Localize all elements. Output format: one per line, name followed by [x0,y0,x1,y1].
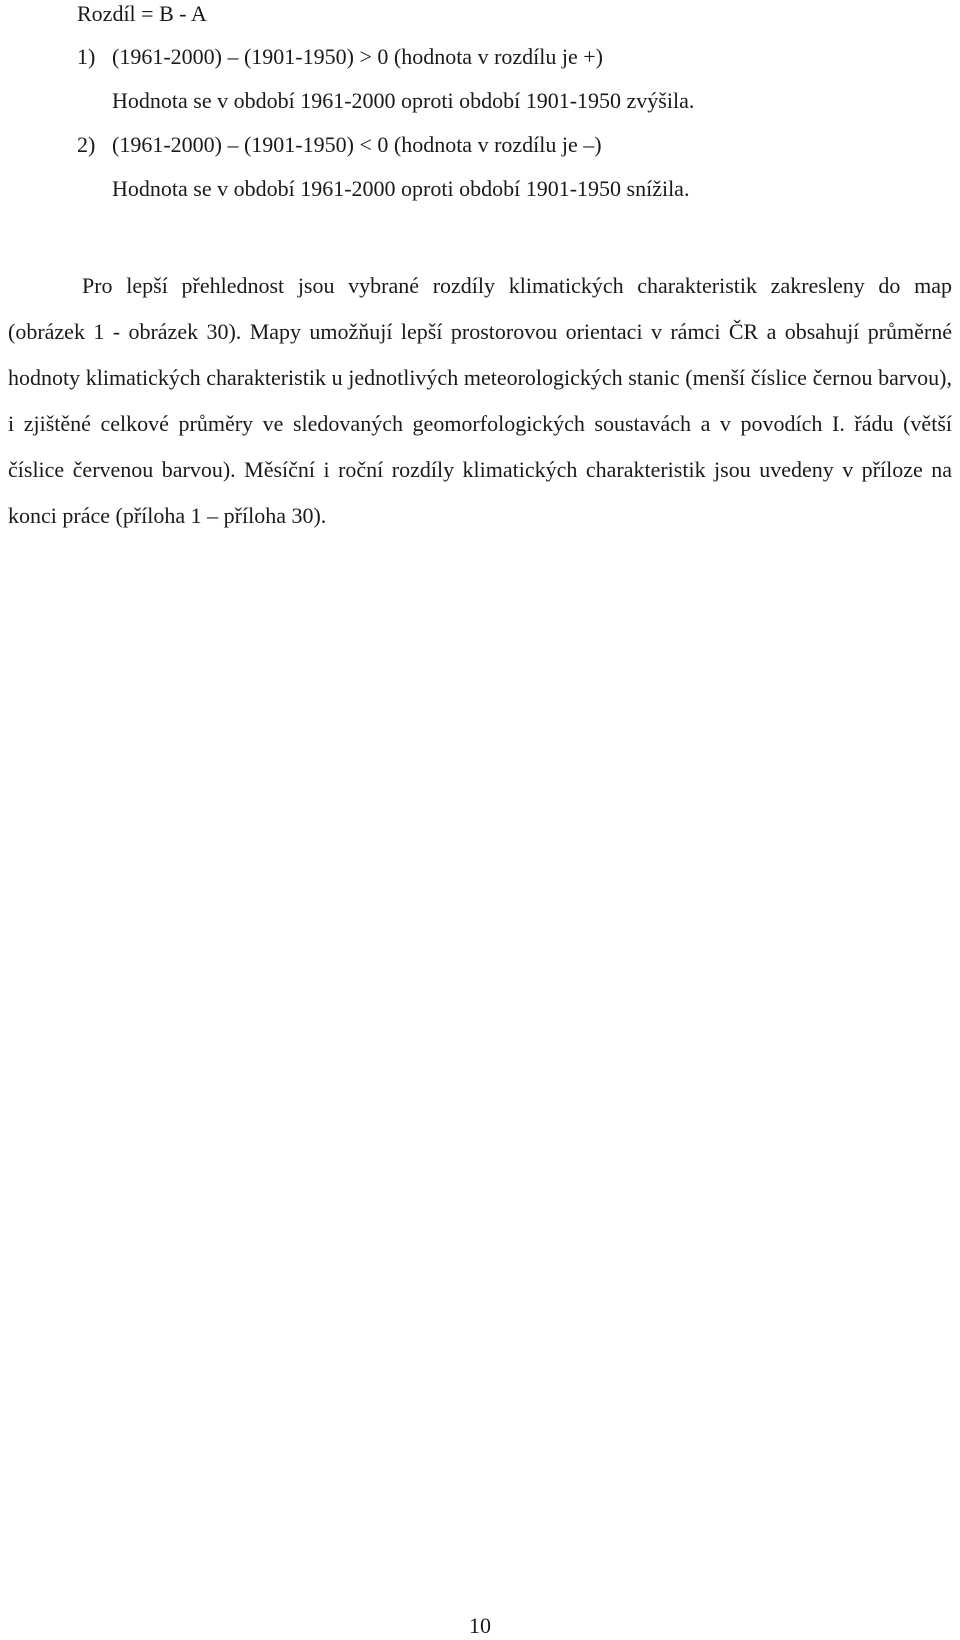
list-formula: (1961-2000) – (1901-1950) < 0 (hodnota v rozdílu je –) [112,132,602,157]
list-formula: (1961-2000) – (1901-1950) > 0 (hodnota v rozdílu je +) [112,44,603,69]
list-explanation: Hodnota se v období 1961-2000 oproti období 1901-1950 zvýšila. [112,88,695,113]
list-number: 1) [77,44,96,69]
list-explanation: Hodnota se v období 1961-2000 oproti období 1901-1950 snížila. [112,176,690,201]
heading-formula: Rozdíl = B - A [77,1,207,26]
body-paragraph [8,263,952,539]
page-number: 10 [469,1613,491,1638]
list-number: 2) [77,132,96,157]
paragraph-text: Pro lepší přehlednost jsou vybrané rozdíly klimatických charakteristik zakresleny do map (obrázek 1 - obrázek 30). Mapy umožňují lepší prostorovou orientaci v rámci ČR a obsahují průměrné hodnoty klimatických charakteristik u jednotlivých meteorologických stanic (menší číslice černou barvou), i zjištěné celkové průměry ve sledovaných geomorfologických soustavách a v povodích I. řádu (větší číslice červenou barvou). Měsíční i roční rozdíly klimatických charakteristik jsou uvedeny v příloze na konci práce (příloha 1 – příloha 30). [8,273,952,528]
